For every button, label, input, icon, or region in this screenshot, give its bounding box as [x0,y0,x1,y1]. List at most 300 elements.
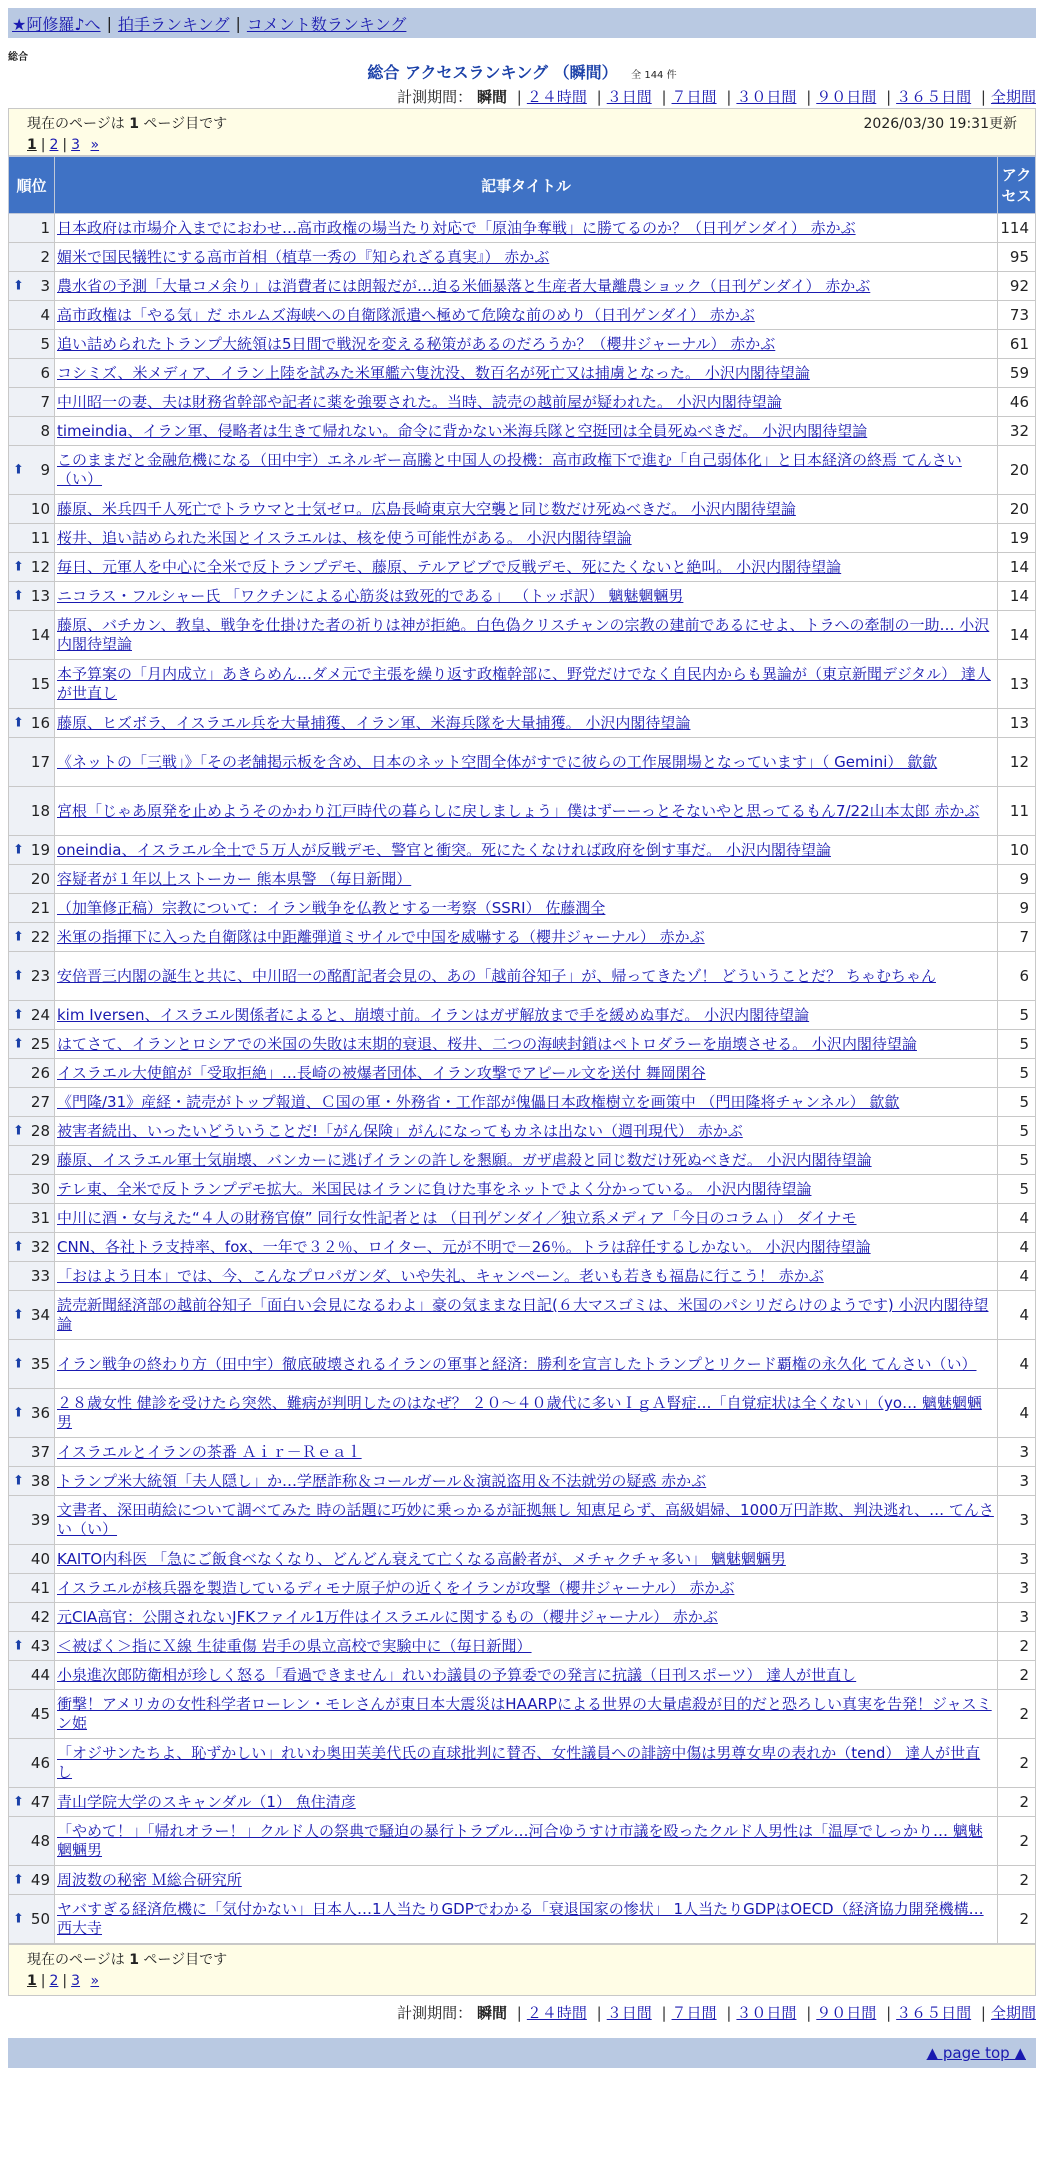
rank-cell [9,1574,55,1603]
period-link-30d[interactable]: ３０日間 [736,88,797,106]
article-title-link[interactable]: 「オジサンたちよ、恥ずかしい」れいわ奥田芙美代氏の直球批判に賛否、女性議員への誹謗中傷は男尊女卑の表れか（tend） 達人が世直し [57,1744,981,1781]
period-link-7d[interactable]: ７日間 [671,88,717,106]
access-count: 4 [998,1233,1036,1262]
access-count: 5 [998,1001,1036,1030]
title-cell [55,524,998,553]
access-count: 4 [998,1389,1036,1438]
period-link-3d-bottom[interactable]: ３日間 [606,2004,652,2022]
access-count: 5 [998,1030,1036,1059]
period-current: 瞬間 [476,88,507,106]
rank-number: 2 [40,247,50,266]
rank-number: 19 [30,840,50,859]
access-count: 2 [998,1817,1036,1866]
table-row [9,865,1036,894]
rank-cell [9,446,55,495]
rank-number: 17 [30,752,50,771]
access-count: 4 [998,1291,1036,1340]
period-selector-top: 計測期間： 瞬間 | ２４時間 | ３日間 | ７日間 | ３０日間 | ９０日間 | ３６５日間 | 全期間 [397,88,1036,106]
article-title-link[interactable]: 高市政権は「やる気」だ ホルムズ海峡への自衛隊派遣へ極めて危険な前のめり（日刊ゲンダイ） 赤かぶ [57,305,755,324]
article-title-link[interactable]: 日本政府は市場介入までにおわせ…高市政権の場当たり対応で「原油争奪戦」に勝てるのか？（日刊ゲンダイ） 赤かぶ [57,218,856,237]
article-title-link[interactable]: 周波数の秘密 Ｍ総合研究所 [57,1870,242,1889]
article-title-link[interactable]: 藤原、イスラエル軍士気崩壊、バンカーに逃げイランの許しを懇願。ガザ虐殺と同じ数だけ死ぬべきだ。 小沢内閣待望論 [57,1150,872,1169]
title-cell [55,1467,998,1496]
rank-number: 43 [30,1636,50,1655]
title-cell [55,495,998,524]
access-count: 6 [998,952,1036,1001]
article-title-link[interactable]: 小泉進次郎防衛相が珍しく怒る「看過できません」れいわ議員の予算委での発言に抗議（日刊スポーツ） 達人が世直し [57,1665,857,1684]
table-row [9,214,1036,243]
rank-number: 22 [30,927,50,946]
rank-cell [9,1690,55,1739]
table-row [9,1291,1036,1340]
rank-number: 49 [30,1870,50,1889]
rank-cell [9,330,55,359]
table-row [9,1030,1036,1059]
title-cell [55,923,998,952]
table-row [9,836,1036,865]
table-row [9,1632,1036,1661]
access-count: 2 [998,1690,1036,1739]
rank-up-arrow-icon: ⬆ [13,588,24,604]
rank-cell [9,1438,55,1467]
period-link-90d[interactable]: ９０日間 [816,88,877,106]
table-row [9,1175,1036,1204]
title-cell [55,1895,998,1944]
rank-number: 6 [40,363,50,382]
table-row [9,272,1036,301]
title-cell [55,1632,998,1661]
table-row [9,1204,1036,1233]
rank-number: 14 [30,625,50,644]
access-count: 11 [998,787,1036,836]
ranking-table-body [9,214,1036,1944]
rank-cell [9,272,55,301]
title-cell [55,1788,998,1817]
rank-cell [9,1817,55,1866]
table-row [9,1788,1036,1817]
title-cell [55,1291,998,1340]
page-1-current-bottom: 1 [27,1973,37,1989]
rank-cell [9,1059,55,1088]
article-title-link[interactable]: ヤバすぎる経済危機に「気付かない」日本人…1人当たりGDPでわかる「衰退国家の惨状」 1人当たりGDPはOECD（経済協力開発機構… 西大寺 [57,1900,984,1937]
period-link-3d[interactable]: ３日間 [606,88,652,106]
table-row [9,524,1036,553]
rank-cell [9,214,55,243]
rank-number: 9 [40,460,50,479]
page-2-link[interactable]: 2 [49,137,59,153]
title-cell [55,1389,998,1438]
rank-number: 33 [30,1266,50,1285]
article-title-link[interactable]: ＜被ばく＞指にＸ線 生徒重傷 岩手の県立高校で実験中に（毎日新聞） [57,1636,532,1655]
rank-number: 44 [30,1665,50,1684]
article-title-link[interactable]: （加筆修正稿）宗教について：イラン戦争を仏教とする一考察（SSRI） 佐藤潤全 [57,898,606,917]
title-cell [55,1739,998,1788]
title-cell [55,660,998,709]
rank-up-arrow-icon: ⬆ [13,1123,24,1139]
access-count: 20 [998,495,1036,524]
access-count: 92 [998,272,1036,301]
access-count: 4 [998,1340,1036,1389]
table-row [9,330,1036,359]
title-cell [55,1496,998,1545]
article-title-link[interactable]: 中川に酒・女与えた“４人の財務官僚” 同行女性記者とは （日刊ゲンダイ／独立系メディア「今日のコラム」） ダイナモ [57,1208,857,1227]
rank-number: 35 [30,1354,50,1373]
table-row [9,446,1036,495]
comment-ranking-link[interactable]: コメント数ランキング [246,14,407,34]
period-link-30d-bottom[interactable]: ３０日間 [736,2004,797,2022]
next-page-link[interactable]: » [90,137,100,153]
rank-up-arrow-icon: ⬆ [13,278,24,294]
article-title-link[interactable]: 安倍晋三内閣の誕生と共に、中川昭一の酩酊記者会見の、あの「越前谷知子」が、帰ってきたゾ！ どういうことだ？ ちゃむちゃん [57,966,936,985]
page-links-bottom: 1 | 2 | 3 » [27,1973,100,1989]
access-count: 59 [998,359,1036,388]
table-row [9,1438,1036,1467]
rank-number: 25 [30,1034,50,1053]
access-count: 13 [998,709,1036,738]
title-cell [55,1438,998,1467]
article-title-link[interactable]: 「やめて！」「帰れオラー！」クルド人の祭典で騒迫の暴行トラブル…河合ゆうすけ市議を殴ったクルド人男性は「温厚でしっかり… 魑魅魍魎男 [57,1822,983,1859]
rank-number: 48 [30,1831,50,1850]
title-cell [55,1690,998,1739]
access-count: 3 [998,1496,1036,1545]
article-title-link[interactable]: 文書者、深田萌絵について調べてみた 時の話題に巧妙に乗っかるが証拠無し 知恵足らず、高級娼婦、1000万円詐欺、判決逃れ、… てんさい（い） [57,1501,994,1538]
table-row [9,1467,1036,1496]
period-link-24h[interactable]: ２４時間 [526,88,587,106]
top-nav-bar [8,8,1036,38]
table-row [9,923,1036,952]
title-cell [55,1817,998,1866]
title-cell [55,1088,998,1117]
title-cell [55,1545,998,1574]
period-selector-bottom: 計測期間： 瞬間 | ２４時間 | ３日間 | ７日間 | ３０日間 | ９０日間 | ３６５日間 | 全期間 [397,2004,1036,2022]
rank-number: 21 [30,898,50,917]
article-title-link[interactable]: 藤原、米兵四千人死亡でトラウマと士気ゼロ。広島長崎東京大空襲と同じ数だけ死ぬべきだ。 小沢内閣待望論 [57,499,796,518]
table-row [9,1262,1036,1291]
rank-cell [9,1204,55,1233]
article-title-link[interactable]: timeindia、イラン軍、侵略者は生きて帰れない。命令に背かない米海兵隊と空挺団は全員死ぬべきだ。 小沢内閣待望論 [57,421,868,440]
access-count: 12 [998,738,1036,787]
title-cell [55,1204,998,1233]
rank-cell [9,660,55,709]
period-link-24h-bottom[interactable]: ２４時間 [526,2004,587,2022]
period-link-90d-bottom[interactable]: ９０日間 [816,2004,877,2022]
period-label: 計測期間： [397,88,473,106]
article-title-link[interactable]: 「おはよう日本」では、今、こんなプロパガンダ、いや失礼、キャンペーン。老いも若きも福島に行こう！ 赤かぶ [57,1266,824,1285]
rank-number: 42 [30,1607,50,1626]
period-link-7d-bottom[interactable]: ７日間 [671,2004,717,2022]
rank-number: 39 [30,1510,50,1529]
table-row [9,359,1036,388]
rank-cell [9,1340,55,1389]
rank-number: 7 [40,392,50,411]
rank-number: 11 [30,528,50,547]
article-title-link[interactable]: KAITO内科医 「急にご飯食べなくなり、どんどん衰えて亡くなる高齢者が、メチャクチャ多い」 魑魅魍魎男 [57,1549,786,1568]
table-row [9,1233,1036,1262]
article-title-link[interactable]: 中川昭一の妻、夫は財務省幹部や記者に薬を強要された。当時、読売の越前屋が疑われた。 小沢内閣待望論 [57,392,782,411]
article-title-link[interactable]: イスラエルが核兵器を製造しているディモナ原子炉の近くをイランが攻撃（櫻井ジャーナル） 赤かぶ [57,1578,735,1597]
article-title-link[interactable]: 元CIA高官：公開されないJFKファイル1万件はイスラエルに関するもの（櫻井ジャーナル） 赤かぶ [57,1607,718,1626]
rank-cell [9,243,55,272]
access-count: 32 [998,417,1036,446]
article-title-link[interactable]: はてさて、イランとロシアでの米国の失敗は末期的衰退、桜井、二つの海峡封鎖はペトロダラーを崩壊させる。 小沢内閣待望論 [57,1034,917,1053]
rank-number: 30 [30,1179,50,1198]
rank-cell [9,1262,55,1291]
article-title-link[interactable]: oneindia、イスラエル全土で５万人が反戦デモ、警官と衝突。死にたくなければ政府を倒す事だ。 小沢内閣待望論 [57,840,831,859]
article-title-link[interactable]: 桜井、追い詰められた米国とイスラエルは、核を使う可能性がある。 小沢内閣待望論 [57,528,632,547]
rank-cell [9,1661,55,1690]
page-1-current: 1 [27,137,37,153]
access-count: 5 [998,1088,1036,1117]
page-3-link[interactable]: 3 [71,137,81,153]
article-title-link[interactable]: 藤原、バチカン、教皇、戦争を仕掛けた者の祈りは神が拒絶。白色偽クリスチャンの宗教の建前であるにせよ、トラへの牽制の一助… 小沢内閣待望論 [57,616,990,653]
table-row [9,1603,1036,1632]
rank-number: 29 [30,1150,50,1169]
article-title-link[interactable]: ニコラス・フルシャー氏 「ワクチンによる心筋炎は致死的である」 （トッポ訳） 魑魅魍魎男 [57,586,684,605]
rank-cell [9,894,55,923]
title-cell [55,894,998,923]
rank-up-arrow-icon: ⬆ [13,1356,24,1372]
article-title-link[interactable]: 衝撃！アメリカの女性科学者ローレン・モレさんが東日本大震災はHAARPによる世界の大量虐殺が目的だと恐ろしい真実を告発！ジャスミン姫 [57,1695,992,1732]
table-row [9,1340,1036,1389]
access-count: 10 [998,836,1036,865]
title-cell [55,388,998,417]
article-title-link[interactable]: イラン戦争の終わり方（田中宇）徹底破壊されるイランの軍事と経済：勝利を宣言したトランプとリクード覇権の永久化 てんさい（い） [57,1354,977,1373]
access-count: 3 [998,1603,1036,1632]
table-row [9,738,1036,787]
page-title [8,62,1036,84]
article-title-link[interactable]: ２８歳女性 健診を受けたら突然、難病が判明したのはなぜ？ ２０～４０歳代に多いＩｇＡ腎症…「自覚症状は全くない」（yo… 魑魅魍魎男 [57,1394,982,1431]
title-cell [55,611,998,660]
article-title-link[interactable]: テレ東、全米で反トランプデモ拡大。米国民はイランに負けた事をネットでよく分かっている。 小沢内閣待望論 [57,1179,812,1198]
rank-up-arrow-icon: ⬆ [13,1911,24,1927]
rank-up-arrow-icon: ⬆ [13,842,24,858]
table-row [9,611,1036,660]
rank-cell [9,836,55,865]
title-cell [55,582,998,611]
page-top-link[interactable]: ▲ page top ▲ [926,2044,1026,2062]
rank-cell [9,1866,55,1895]
rank-cell [9,1146,55,1175]
nav-separator: | [106,13,112,33]
category-label: 総合 [8,52,28,63]
access-count: 3 [998,1545,1036,1574]
article-title-link[interactable]: 宮根「じゃあ原発を止めようそのかわり江戸時代の暮らしに戻しましょう」僕はずーーっとそないやと思ってるもん7/22山本太郎 赤かぶ [57,801,980,820]
page-title-text: 総合 アクセスランキング （瞬間） [367,63,618,82]
access-count: 2 [998,1661,1036,1690]
rank-number: 36 [30,1403,50,1422]
rank-cell [9,709,55,738]
article-title-link[interactable]: 媚米で国民犠牲にする高市首相（植草一秀の『知られざる真実』） 赤かぶ [57,247,550,266]
access-count: 2 [998,1788,1036,1817]
access-count: 7 [998,923,1036,952]
page-2-link-bottom[interactable]: 2 [49,1973,59,1989]
article-title-link[interactable]: 藤原、ヒズボラ、イスラエル兵を大量捕獲、イラン軍、米海兵隊を大量捕獲。 小沢内閣待望論 [57,713,691,732]
pager-top [8,108,1036,156]
rank-cell [9,1001,55,1030]
article-title-link[interactable]: kim Iversen、イスラエル関係者によると、崩壊寸前。イランはガザ解放まで手を緩めぬ事だ。 小沢内閣待望論 [57,1005,810,1024]
total-count: 全 144 件 [631,70,677,81]
rank-number: 26 [30,1063,50,1082]
access-count: 2 [998,1739,1036,1788]
rank-number: 23 [30,966,50,985]
title-cell [55,417,998,446]
title-cell [55,787,998,836]
article-title-link[interactable]: 被害者続出、いったいどういうことだ!「がん保険」がんになってもカネは出ない（週刊現代） 赤かぶ [57,1121,743,1140]
rank-cell [9,1117,55,1146]
rank-number: 5 [40,334,50,353]
table-row [9,582,1036,611]
title-cell [55,446,998,495]
rank-number: 31 [30,1208,50,1227]
rank-cell [9,923,55,952]
rank-up-arrow-icon: ⬆ [13,559,24,575]
rank-number: 12 [30,557,50,576]
next-page-link-bottom[interactable]: » [90,1973,100,1989]
rank-up-arrow-icon: ⬆ [13,968,24,984]
title-cell [55,359,998,388]
table-row [9,1739,1036,1788]
access-count: 114 [998,214,1036,243]
article-title-link[interactable]: 《ネットの「三戦」》「その老舗掲示板を含め、日本のネット空間全体がすでに彼らの工作展開場となっています」（ Gemini） 歙歙 [57,752,938,771]
article-title-link[interactable]: このままだと金融危機になる（田中宇）エネルギー高騰と中国人の投機：高市政権下で進む「自己弱体化」と日本経済の終焉 てんさい（い） [57,451,962,488]
rank-cell [9,1545,55,1574]
page-3-link-bottom[interactable]: 3 [71,1973,81,1989]
rank-number: 24 [30,1005,50,1024]
table-row [9,1545,1036,1574]
title-cell [55,1574,998,1603]
rank-number: 28 [30,1121,50,1140]
table-row [9,1817,1036,1866]
title-cell [55,1059,998,1088]
rank-number: 40 [30,1549,50,1568]
nav-separator: | [235,13,241,33]
rank-cell [9,1739,55,1788]
title-cell [55,1603,998,1632]
rank-cell [9,1233,55,1262]
title-cell [55,1001,998,1030]
access-count: 3 [998,1574,1036,1603]
rank-cell [9,417,55,446]
access-count: 4 [998,1204,1036,1233]
current-page-text: 現在のページは 1 ページ目です [27,116,228,132]
rank-number: 41 [30,1578,50,1597]
rank-cell [9,1175,55,1204]
rank-cell [9,1291,55,1340]
access-count: 13 [998,660,1036,709]
applause-ranking-link[interactable]: 拍手ランキング [117,14,230,34]
table-row [9,1117,1036,1146]
table-row [9,1389,1036,1438]
article-title-link[interactable]: コシミズ、米メディア、イラン上陸を試みた米軍艦六隻沈没、数百名が死亡又は捕虜となった。 小沢内閣待望論 [57,363,810,382]
rank-number: 20 [30,869,50,888]
table-row [9,1088,1036,1117]
article-title-link[interactable]: トランプ米大統領「夫人隠し」か…学歴詐称＆コールガール＆演説盗用＆不法就労の疑惑 赤かぶ [57,1471,707,1490]
rank-up-arrow-icon: ⬆ [13,1007,24,1023]
rank-number: 37 [30,1442,50,1461]
rank-cell [9,865,55,894]
access-count: 2 [998,1866,1036,1895]
article-title-link[interactable]: イスラエルとイランの茶番 Ａｉｒ－Ｒｅａｌ [57,1442,362,1461]
col-title-header: 記事タイトル [55,157,998,214]
access-count: 73 [998,301,1036,330]
rank-number: 45 [30,1704,50,1723]
access-count: 20 [998,446,1036,495]
access-count: 9 [998,894,1036,923]
period-link-all-bottom[interactable]: 全期間 [990,2004,1036,2022]
rank-number: 47 [30,1792,50,1811]
rank-up-arrow-icon: ⬆ [13,1638,24,1654]
article-title-link[interactable]: 追い詰められたトランプ大統領は5日間で戦況を変える秘策があるのだろうか？（櫻井ジャーナル） 赤かぶ [57,334,776,353]
rank-number: 18 [30,801,50,820]
access-count: 2 [998,1632,1036,1661]
rank-cell [9,1603,55,1632]
rank-cell [9,524,55,553]
access-count: 2 [998,1895,1036,1944]
rank-number: 38 [30,1471,50,1490]
rank-number: 16 [30,713,50,732]
title-cell [55,1175,998,1204]
table-row [9,1059,1036,1088]
rank-up-arrow-icon: ⬆ [13,1036,24,1052]
article-title-link[interactable]: イスラエル大使館が「受取拒絶」…長崎の被爆者団体、イラン攻撃でアピール文を送付 舞岡閑谷 [57,1063,706,1082]
rank-up-arrow-icon: ⬆ [13,1473,24,1489]
title-cell [55,1030,998,1059]
table-row [9,1001,1036,1030]
table-row [9,1866,1036,1895]
table-row [9,787,1036,836]
period-link-365d[interactable]: ３６５日間 [896,88,972,106]
article-title-link[interactable]: 《門隆/31》産経・読売がトップ報道、Ｃ国の軍・外務省・工作部が傀儡日本政権樹立を画策中 （門田隆将チャンネル） 歙歙 [57,1092,900,1111]
ranking-table [8,156,1036,1944]
rank-up-arrow-icon: ⬆ [13,1405,24,1421]
access-count: 5 [998,1175,1036,1204]
title-cell [55,1340,998,1389]
rank-up-arrow-icon: ⬆ [13,1872,24,1888]
page-links: 1 | 2 | 3 » [27,137,100,153]
table-row [9,1661,1036,1690]
title-cell [55,709,998,738]
rank-cell [9,301,55,330]
article-title-link[interactable]: 本予算案の「月内成立」あきらめん…ダメ元で主張を繰り返す政権幹部に、野党だけでなく自民内からも異論が（東京新聞デジタル） 達人が世直し [57,665,991,702]
article-title-link[interactable]: 毎日、元軍人を中心に全米で反トランプデモ、藤原、テルアビブで反戦デモ、死にたくないと絶叫。 小沢内閣待望論 [57,557,842,576]
article-title-link[interactable]: 青山学院大学のスキャンダル（1） 魚住清彦 [57,1792,356,1811]
table-row [9,301,1036,330]
article-title-link[interactable]: 読売新聞経済部の越前谷知子「面白い会見になるわよ」豪の気ままな日記(６大マスゴミは、米国のパシリだらけのようです) 小沢内閣待望論 [57,1296,989,1333]
article-title-link[interactable]: 米軍の指揮下に入った自衛隊は中距離弾道ミサイルで中国を威嚇する（櫻井ジャーナル） 赤かぶ [57,927,705,946]
table-row [9,553,1036,582]
article-title-link[interactable]: 容疑者が１年以上ストーカー 熊本県警 （毎日新聞） [57,869,412,888]
table-row [9,243,1036,272]
table-row [9,388,1036,417]
title-cell [55,1661,998,1690]
period-link-all[interactable]: 全期間 [990,88,1036,106]
rank-cell [9,1632,55,1661]
table-row [9,1895,1036,1944]
period-link-365d-bottom[interactable]: ３６５日間 [896,2004,972,2022]
article-title-link[interactable]: CNN、各社トラ支持率、fox、一年で３２％、ロイター、元が不明で－26％。トラは辞任するしかない。 小沢内閣待望論 [57,1237,871,1256]
access-count: 14 [998,611,1036,660]
home-link[interactable]: ★阿修羅♪へ [12,14,101,34]
title-cell [55,330,998,359]
rank-cell [9,787,55,836]
rank-up-arrow-icon: ⬆ [13,1239,24,1255]
access-count: 4 [998,1262,1036,1291]
table-row [9,495,1036,524]
article-title-link[interactable]: 農水省の予測「大量コメ余り」は消費者には朗報だが…迫る米価暴落と生産者大量離農ショック（日刊ゲンダイ） 赤かぶ [57,276,871,295]
title-cell [55,865,998,894]
col-access-header: アクセス [998,157,1036,214]
rank-cell [9,553,55,582]
